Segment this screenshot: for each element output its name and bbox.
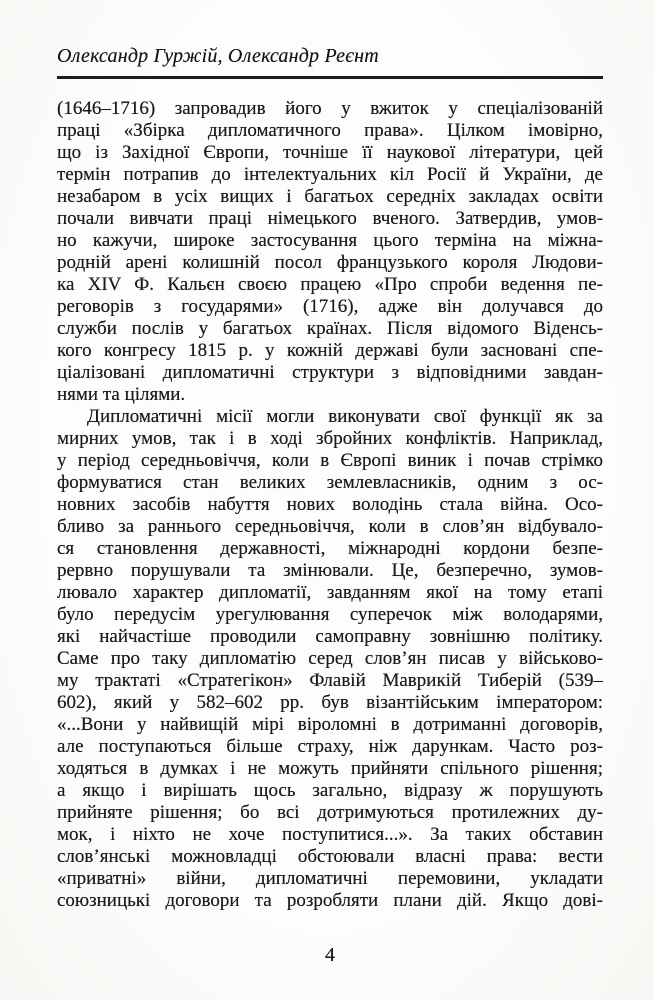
text-line: «...Вони у найвищій мірі віроломні в дотриманні договорів, <box>57 714 603 735</box>
text-line: мирних умов, так і в ході збройних конфліктів. Наприклад, <box>57 428 603 449</box>
text-line: у період середньовіччя, коли в Європі виник і почав стрімко <box>57 450 603 471</box>
text-line: реговорів з государями» (1716), адже він долучався до <box>57 296 603 317</box>
text-line: новних засобів набуття нових володінь стала війна. Осо- <box>57 494 603 515</box>
text-line: ціалізовані дипломатичні структури з відповідними завдан- <box>57 362 603 383</box>
text-line: слов’янські можновладці обстоювали власні права: вести <box>57 846 603 867</box>
text-line: незабаром в усіх вищих і багатьох середніх закладах освіти <box>57 186 603 207</box>
text-line: мок, і ніхто не хоче поступитися...». За таких обставин <box>57 824 603 845</box>
text-line: Дипломатичні місії могли виконувати свої функції як за <box>87 406 603 427</box>
text-line: бливо за раннього середньовіччя, коли в слов’ян відбувало- <box>57 516 603 537</box>
text-line: служби послів у багатьох країнах. Після відомого Віденсь- <box>57 318 603 339</box>
text-line: рервно порушували та змінювали. Це, безперечно, зумов- <box>57 560 603 581</box>
text-line: кого конгресу 1815 р. у кожній державі були засновані спе- <box>57 340 603 361</box>
text-line: ка XIV Ф. Кальєн своєю працею «Про спроби ведення пе- <box>57 274 603 295</box>
text-line: ся становлення державності, міжнародні кордони безпе- <box>57 538 603 559</box>
text-line: му трактаті «Стратегікон» Флавій Маврикій Тиберій (539– <box>57 670 603 691</box>
text-line: але поступаються більше страху, ніж дарункам. Часто роз- <box>57 736 603 757</box>
text-line: (1646–1716) запровадив його у вжиток у спеціалізованій <box>57 98 603 119</box>
text-line: термін потрапив до інтелектуальних кіл Росії й України, де <box>57 164 603 185</box>
text-line: «приватні» війни, дипломатичні перемовини, укладати <box>57 868 603 889</box>
text-line: родній арені колишній посол французького короля Людови- <box>57 252 603 273</box>
text-line: 602), який у 582–602 рр. був візантійським імператором: <box>57 692 603 713</box>
page-number: 4 <box>325 944 335 966</box>
running-header-authors: Олександр Гуржій, Олександр Реєнт <box>57 45 379 67</box>
text-line: но кажучи, широке застосування цього терміна на міжна- <box>57 230 603 251</box>
text-line: ходяться в думках і не можуть прийняти спільного рішення; <box>57 758 603 779</box>
text-line: союзницькі договори та розробляти плани дій. Якщо дові- <box>57 890 603 911</box>
text-line: що із Західної Європи, точніше її наукової літератури, цей <box>57 142 603 163</box>
text-line: які найчастіше проводили самоправну зовнішню політику. <box>57 626 603 647</box>
text-line: почали вивчати праці німецького вченого. Затвердив, умов- <box>57 208 603 229</box>
text-line: праці «Збірка дипломатичного права». Цілком імовірно, <box>57 120 603 141</box>
text-line: формуватися стан великих землевласників, одним з ос- <box>57 472 603 493</box>
text-line: а якщо і вирішать щось загально, відразу ж порушують <box>57 780 603 801</box>
text-line: нями та цілями. <box>57 384 186 405</box>
header-rule <box>57 76 603 79</box>
text-line: прийняте рішення; бо всі дотримуються протилежних ду- <box>57 802 603 823</box>
text-line: лювало характер дипломатії, завданням якої на тому етапі <box>57 582 603 603</box>
text-line: Саме про таку дипломатію серед слов’ян писав у військово- <box>57 648 603 669</box>
body-text <box>57 98 603 912</box>
text-line: було передусім урегулювання суперечок між володарями, <box>57 604 603 625</box>
